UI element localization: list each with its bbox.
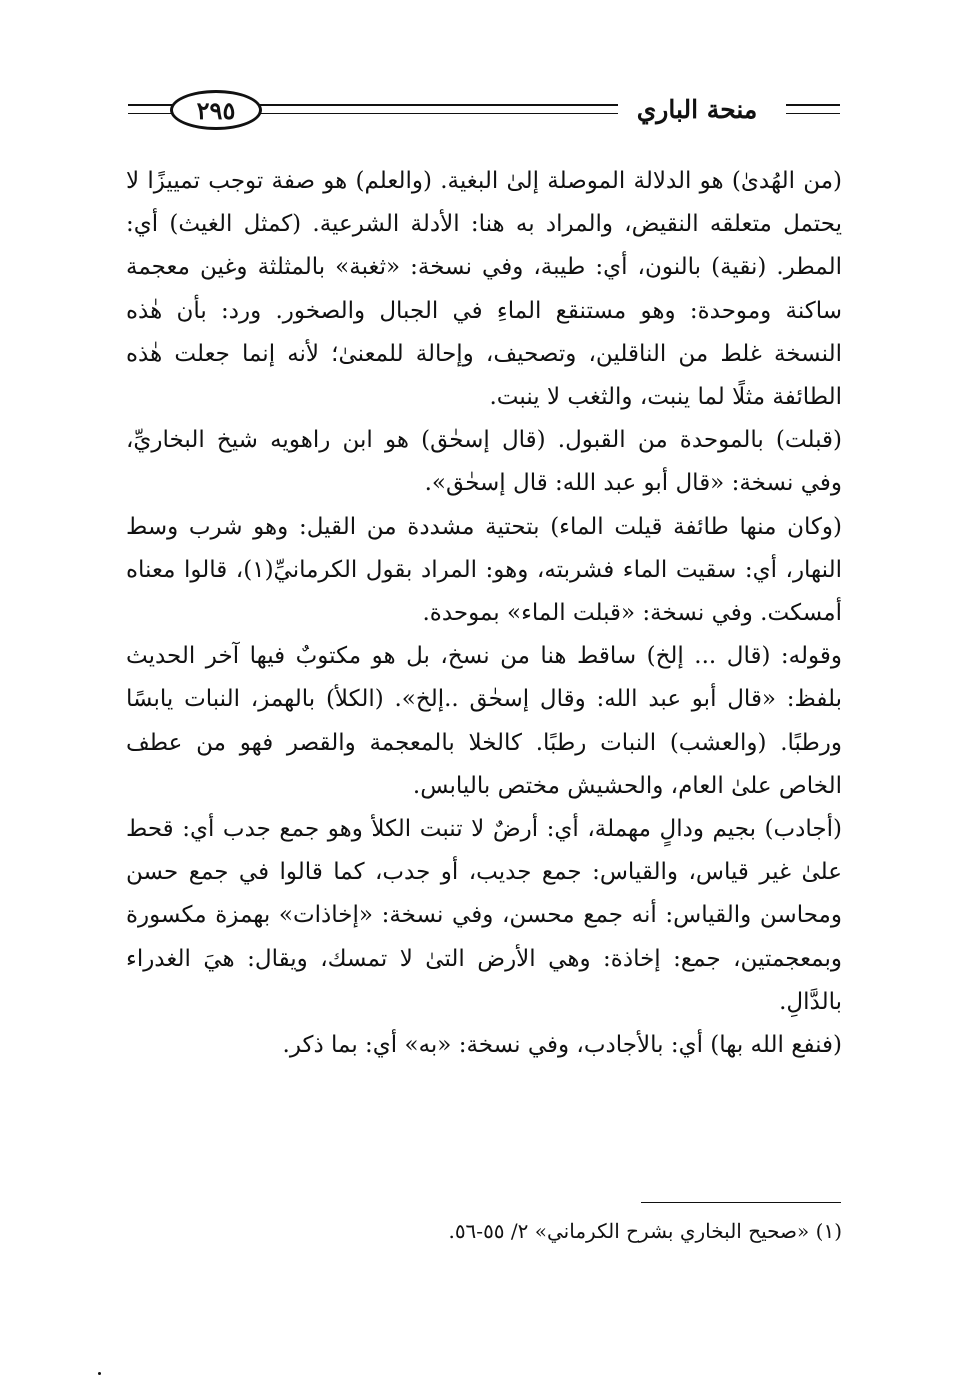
header-rule-right-bottom xyxy=(786,113,840,114)
header-rule-left-top xyxy=(128,104,174,106)
paragraph: (من الهُدىٰ) هو الدلالة الموصلة إلىٰ البغية. (والعلم) هو صفة توجب تمييزًا لا يحتمل متعلقه النقيض، والمراد به هنا: الأدلة الشرعية. (كمثل الغيث) أي: المطر. (نقية) بالنون، أي: طيبة، وفي نسخة: «ثغبة» بالمثلثة وغين معجمة ساكنة وموحدة: وهو مستنقع الماءِ في الجبال والصخور. ورد: بأن هٰذه النسخة غلط من الناقلين، وتصحيف، وإحالة للمعنىٰ؛ لأنه إنما جعلت هٰذه الطائفة مثلًا لما ينبت، والثغب لا ينبت. xyxy=(126,168,842,411)
header-rule-right-top xyxy=(786,104,840,106)
paragraph: (وكان منها طائفة قيلت الماء) بتحتية مشددة من القيل: وهو شرب وسط النهار، أي: سقيت الماء فشربته، وهو: المراد بقول الكرمانيِّ(١)، قالوا معناه أمسكت. وفي نسخة: «قبلت الماء» بموحدة. xyxy=(126,513,842,627)
paragraph: (قبلت) بالموحدة من القبول. (قال إسحٰق) هو ابن راهويه شيخ البخاريِّ، وفي نسخة: «قال أبو عبد الله: قال إسحٰق». xyxy=(126,427,842,497)
footnote: (١) «صحيح البخاري بشرح الكرماني» ٢/ ٥٥-٥٦. xyxy=(448,1219,842,1243)
header-rule-middle-top xyxy=(258,104,618,106)
paragraph: (أجادب) بجيم ودالٍ مهملة، أي: أرضٌ لا تنبت الكلأ وهو جمع جدب أي: قحط علىٰ غير قياس، والقياس: جمع جديب، أو جدب، كما قالوا في جمع حسن ومحاسن والقياس: أنه جمع محسن، وفي نسخة: «إخاذات» بهمزة مكسورة وبمعجمتين، جمع: إخاذة: وهي الأرض التىٰ لا تمسك، ويقال: هيَ الغدراء بالدَّالِ. xyxy=(126,816,842,1015)
main-text xyxy=(126,160,842,1067)
header-rule-left-bottom xyxy=(128,113,174,114)
footnote-separator xyxy=(641,1202,841,1203)
paragraph: (فنفع الله بها) أي: بالأجادب، وفي نسخة: «به» أي: بما ذكر. xyxy=(282,1032,842,1059)
header-rule-middle-bottom xyxy=(258,113,618,114)
paragraph: وقوله: (قال ... إلخ) ساقط هنا من نسخ، بل هو مكتوبٌ فيها آخر الحديث بلفظ: «قال أبو عبد الله: وقال إسحٰق ..إلخ». (الكلأ) بالهمز، النبات يابسًا ورطبًا. (والعشب) النبات رطبًا. كالخلا بالمعجمة والقصر فهو من عطف الخاص علىٰ العام، والحشيش مختص باليابس. xyxy=(126,643,842,799)
stray-dot xyxy=(98,1372,101,1375)
page-number: ٢٩٥ xyxy=(170,90,262,130)
book-title: منحة الباري xyxy=(636,95,758,124)
